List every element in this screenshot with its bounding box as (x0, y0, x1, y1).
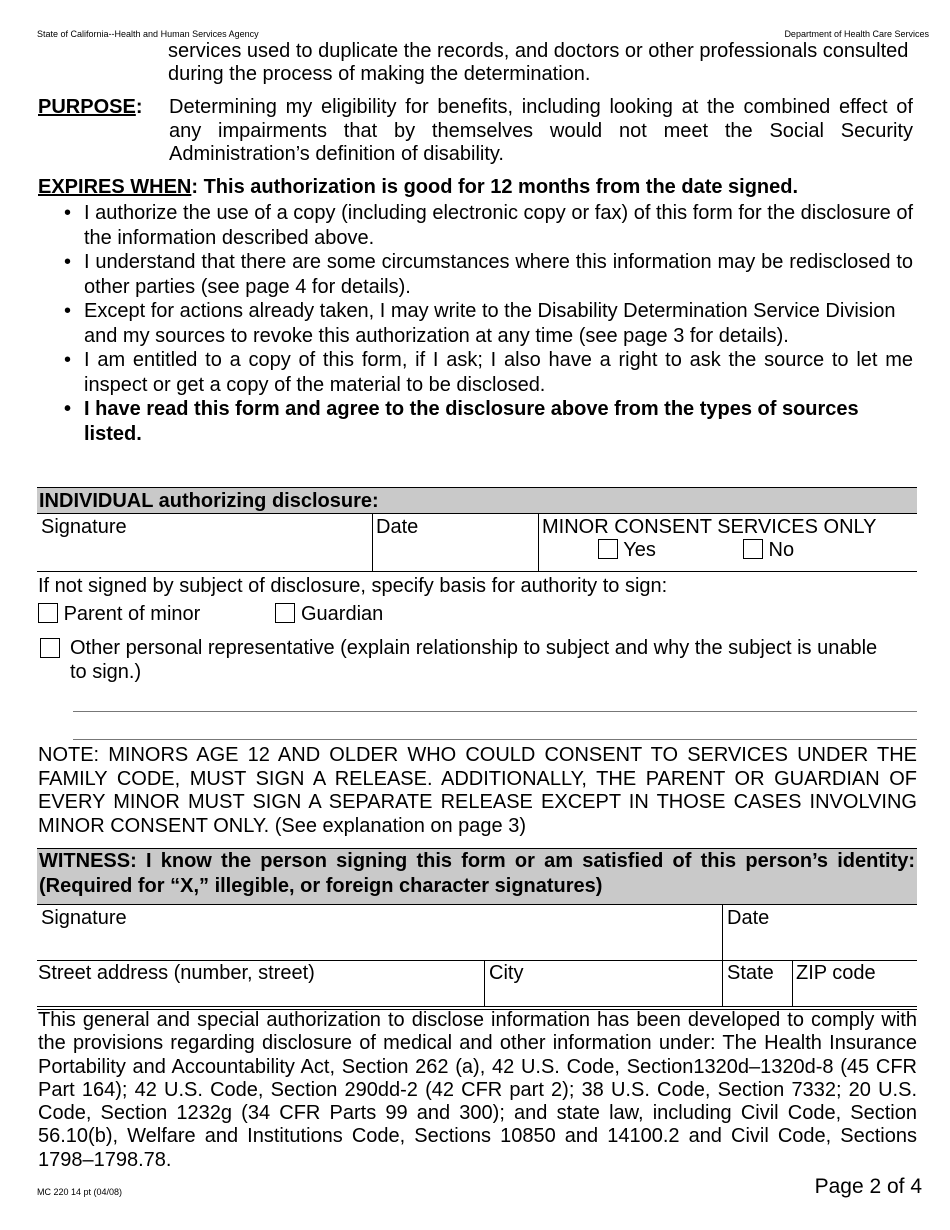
purpose-text: Determining my eligibility for benefits, including looking at the combined effect of any impairments that by themselves would not meet the Social Security Administration’s definition of disability. (169, 96, 913, 165)
list-item: • I authorize the use of a copy (including electronic copy or fax) of this form for the disclosure of the information described above. (64, 202, 913, 249)
expires-label: EXPIRES WHEN (38, 176, 192, 198)
list-item: • I have read this form and agree to the disclosure above from the types of sources listed. (64, 398, 859, 445)
authority-prompt: If not signed by subject of disclosure, specify basis for authority to sign: (38, 575, 668, 597)
minor-consent-group (542, 516, 877, 561)
expires-section (38, 176, 798, 199)
divider (37, 960, 917, 961)
page-number: Page 2 of 4 (814, 1175, 922, 1198)
divider (792, 960, 793, 1007)
guardian-checkbox[interactable] (275, 603, 295, 623)
divider (37, 1006, 917, 1007)
individual-signature-row (37, 514, 917, 572)
authority-options (38, 603, 383, 626)
other-label: Other personal representative (explain relationship to subject and why the subject is unable to sign.) (70, 637, 878, 683)
signature-field[interactable]: Signature (41, 516, 127, 538)
purpose-label: PURPOSE: (38, 96, 143, 118)
parent-checkbox[interactable] (38, 603, 58, 623)
other-representative (38, 636, 888, 684)
guardian-label: Guardian (300, 603, 384, 625)
divider (722, 905, 723, 1007)
street-field[interactable]: Street address (number, street) (38, 962, 315, 984)
yes-label: Yes (623, 539, 656, 561)
header-department: Department of Health Care Services (784, 29, 929, 39)
parent-label: Parent of minor (63, 603, 201, 625)
list-item: • I understand that there are some circumstances where this information may be redisclosed to other parties (see page 4 for details). (64, 251, 913, 298)
header-agency: State of California--Health and Human Services Agency (37, 29, 259, 39)
date-field[interactable]: Date (376, 516, 419, 538)
other-checkbox[interactable] (40, 638, 60, 658)
form-id: MC 220 14 pt (04/08) (37, 1187, 123, 1197)
divider (484, 960, 485, 1007)
legal-text: This general and special authorization to disclose information has been developed to comply with the provisions regarding disclosure of medical and other information under: The Health Insurance Portability and Accountability Act, Section 262 (a), 42 U.S. Code, Section1320d–1320d-8 (45 CFR Part 164); 42 U.S. Code, Section 290dd-2 (42 CFR part 2); 38 U.S. Code, Section 7332; 20 U.S. Code, Section 1232g (34 CFR Parts 99 and 300); and state law, including Civil Code, Section 56.10(b), Welfare and Institutions Code, Sections 10850 and 14100.2 and Civil Code, Sections 1798–1798.78. (38, 1009, 917, 1171)
individual-heading: INDIVIDUAL authorizing disclosure: (37, 487, 917, 514)
no-checkbox[interactable] (743, 539, 763, 559)
yes-checkbox[interactable] (598, 539, 618, 559)
zip-field[interactable]: ZIP code (796, 962, 876, 984)
witness-date-field[interactable]: Date (727, 907, 770, 929)
state-field[interactable]: State (727, 962, 774, 984)
explanation-line[interactable] (73, 711, 917, 712)
city-field[interactable]: City (489, 962, 524, 984)
purpose-section (38, 96, 913, 167)
divider (538, 514, 539, 571)
bullet-list (64, 201, 913, 446)
no-label: No (768, 539, 795, 561)
expires-text: : This authorization is good for 12 months from the date signed. (191, 176, 799, 198)
minor-consent-label: MINOR CONSENT SERVICES ONLY (542, 516, 877, 538)
list-item: • Except for actions already taken, I may write to the Disability Determination Service Division and my sources to revoke this authorization at any time (see page 3 for details). (64, 300, 896, 347)
explanation-line[interactable] (73, 739, 917, 740)
minors-note: NOTE: MINORS AGE 12 AND OLDER WHO COULD CONSENT TO SERVICES UNDER THE FAMILY CODE, MUST SIGN A RELEASE. ADDITIONALLY, THE PARENT OR GUARDIAN OF EVERY MINOR MUST SIGN A SEPARATE RELEASE EXCEPT IN THOSE CASES INVOLVING MINOR CONSENT ONLY. (See explanation on page 3) (38, 744, 917, 837)
witness-heading: WITNESS: I know the person signing this form or am satisfied of this person’s identity: (Required for “X,” illegible, or foreign character signatures) (37, 848, 917, 904)
divider (372, 514, 373, 571)
continuation-text: services used to duplicate the records, and doctors or other professionals consulted during the process of making the determination. (168, 40, 909, 85)
witness-grid (37, 904, 917, 1007)
list-item: • I am entitled to a copy of this form, if I ask; I also have a right to ask the source to let me inspect or get a copy of the material to be disclosed. (64, 349, 913, 396)
witness-signature-field[interactable]: Signature (41, 907, 127, 929)
